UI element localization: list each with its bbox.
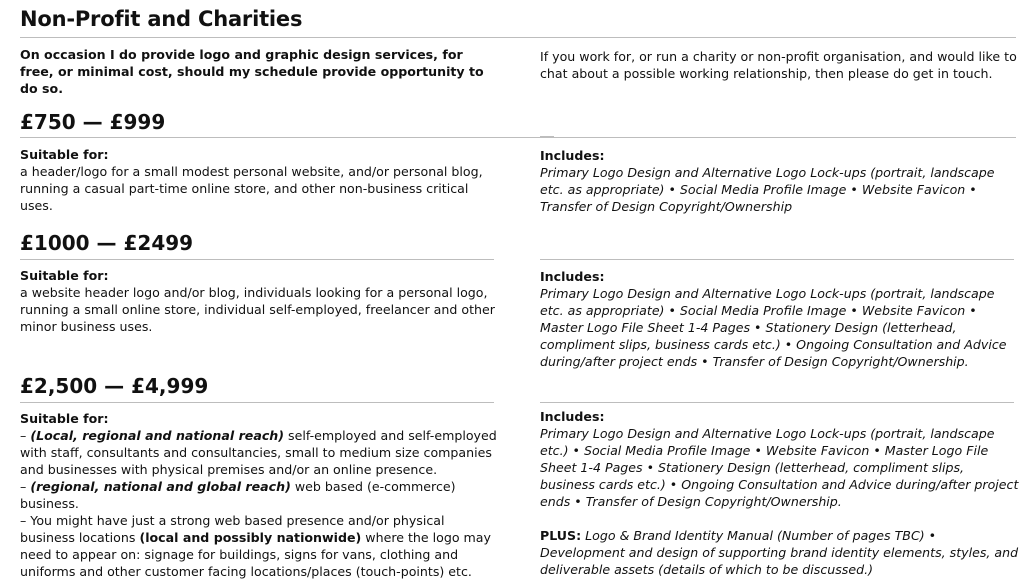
includes-text: Primary Logo Design and Alternative Logo Lock-ups (portrait, landscape etc.) • Social Media Profile Image • Website Favicon • Master Logo File Sheet 1-4 Pages • Stationery Design (letterhead, compliment slips, business cards etc.) • Ongoing Consultation and Advice during/after project ends • Transfer of Design Copyright/Ownership. xyxy=(540,426,1019,509)
tier-2-divider-right xyxy=(540,259,1014,260)
suitable-label: Suitable for: xyxy=(20,268,109,283)
suitable-text: a website header logo and/or blog, individuals looking for a personal logo, running a small online store, individual self-employed, freelancer and other minor business uses. xyxy=(20,285,495,334)
intro-left-text: On occasion I do provide logo and graphic design services, for free, or minimal cost, should my schedule provide opportunity to do so. xyxy=(20,47,484,96)
tier-2-suitable xyxy=(20,267,500,335)
tier-1-marker xyxy=(540,136,554,138)
reach-emphasis: (regional, national and global reach) xyxy=(30,479,291,494)
tier-2-divider-left xyxy=(20,259,494,260)
tier-1-suitable xyxy=(20,146,500,214)
title-divider xyxy=(20,37,1016,38)
suitable-label: Suitable for: xyxy=(20,147,109,162)
tier-3-suitable xyxy=(20,410,500,580)
section-title: Non-Profit and Charities xyxy=(20,7,303,31)
reach-emphasis: (Local, regional and national reach) xyxy=(30,428,285,443)
includes-text: Primary Logo Design and Alternative Logo Lock-ups (portrait, landscape etc. as appropriate) • Social Media Profile Image • Website Favicon • Master Logo File Sheet 1-4 Pages • Stationery Design (letterhead, compliment slips, business cards etc.) • Ongoing Consultation and Advice during/after project ends • Transfer of Design Copyright/Ownership. xyxy=(540,286,1007,369)
plus-text xyxy=(540,527,1020,578)
line-text: where the logo may need to appear on: signage for buildings, signs for vans, clothing and uniforms and other customer facing locations/places (touch-points) etc. xyxy=(20,530,491,579)
line-text: web based (e-commerce) business. xyxy=(20,479,456,511)
includes-label: Includes: xyxy=(540,148,605,163)
suitable-line-2 xyxy=(20,478,500,512)
dash: – xyxy=(20,428,31,443)
dash: – xyxy=(20,479,31,494)
suitable-line-3 xyxy=(20,512,500,580)
line-text: self-employed and self-employed with staff, consultants and consultancies, small to medium size companies and businesses with physical premises and/or an online presence. xyxy=(20,428,497,477)
suitable-label: Suitable for: xyxy=(20,411,109,426)
includes-label: Includes: xyxy=(540,409,605,424)
tier-3-divider-right xyxy=(540,402,1014,403)
tier-1-includes xyxy=(540,147,1020,215)
plus-details: Logo & Brand Identity Manual (Number of pages TBC) • Development and design of supporting brand identity elements, styles, and deliverable assets (details of which to be discussed.) xyxy=(540,528,1019,577)
tier-3-divider-left xyxy=(20,402,494,403)
suitable-text: a header/logo for a small modest personal website, and/or personal blog, running a casual part-time online store, and other non-business critical uses. xyxy=(20,164,483,213)
plus-label: PLUS: xyxy=(540,528,582,543)
tier-2-price: £1000 — £2499 xyxy=(20,231,194,255)
tier-1-divider xyxy=(20,137,1016,138)
tier-1-price: £750 — £999 xyxy=(20,110,166,134)
tier-2-includes xyxy=(540,268,1020,370)
includes-text: Primary Logo Design and Alternative Logo Lock-ups (portrait, landscape etc. as appropriate) • Social Media Profile Image • Website Favicon • Transfer of Design Copyright/Ownership xyxy=(540,165,995,214)
line-text: – You might have just a strong web based presence and/or physical business locations xyxy=(20,513,445,545)
reach-emphasis: (local and possibly nationwide) xyxy=(139,530,362,545)
includes-label: Includes: xyxy=(540,269,605,284)
suitable-line-1 xyxy=(20,427,500,478)
tier-3-price: £2,500 — £4,999 xyxy=(20,374,209,398)
tier-3-includes xyxy=(540,408,1020,578)
intro-right-text: If you work for, or run a charity or non-profit organisation, and would like to chat about a possible working relationship, then please do get in touch. xyxy=(540,49,1017,81)
